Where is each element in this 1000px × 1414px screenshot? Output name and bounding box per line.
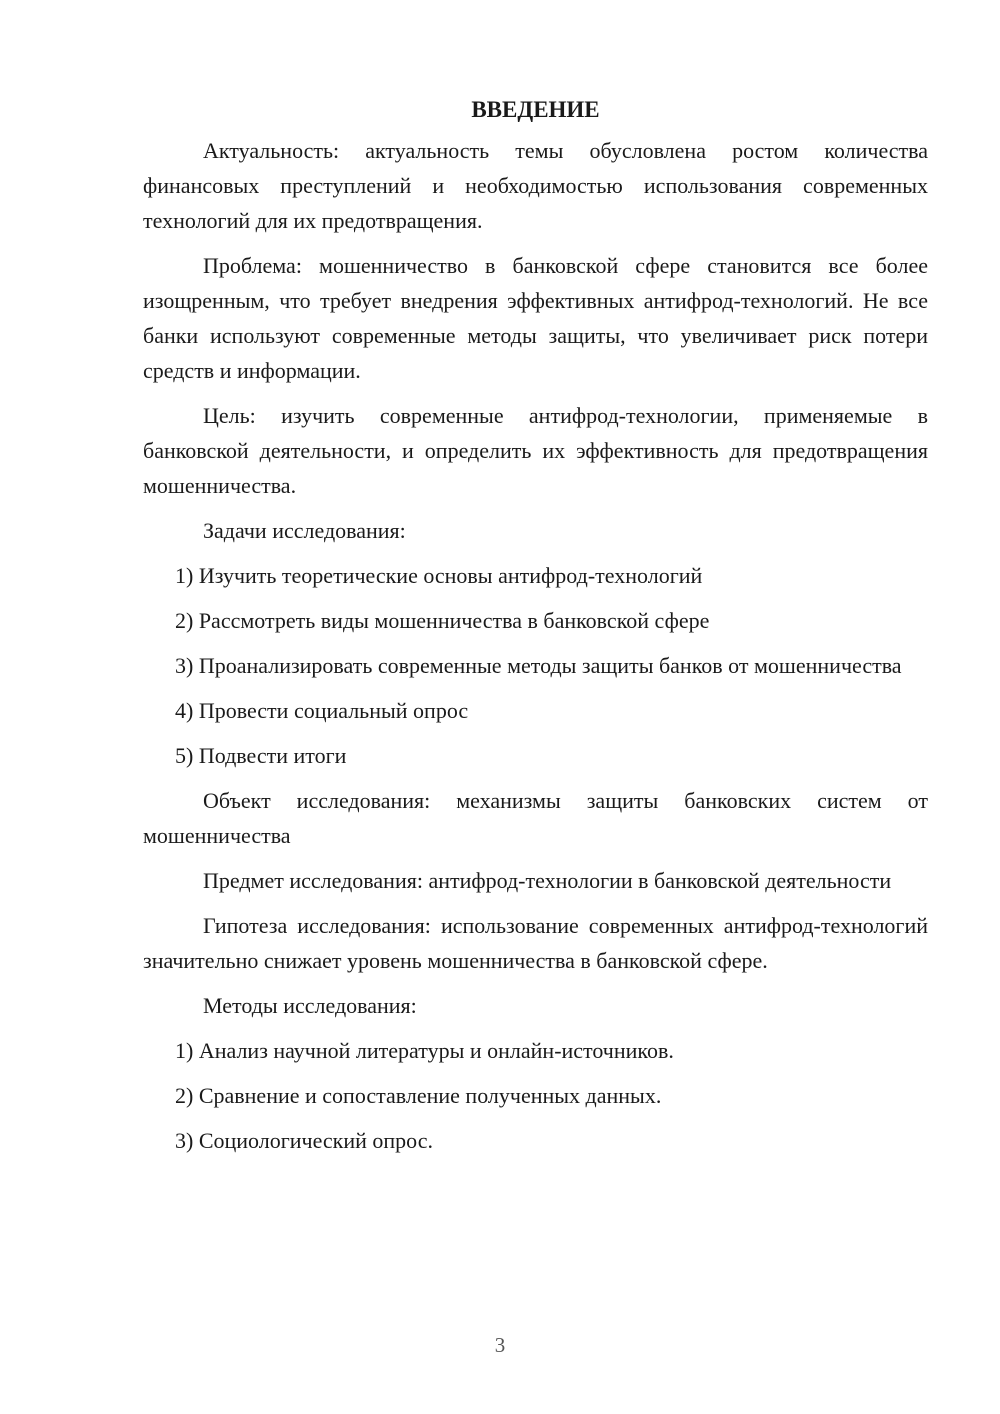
paragraph-relevance: Актуальность: актуальность темы обусловлена ростом количества финансовых преступлений и необходимостью использования современных технологий для их предотвращения.: [143, 138, 928, 233]
method-item-2: 2) Сравнение и сопоставление полученных данных.: [175, 1083, 662, 1108]
task-item-5: 5) Подвести итоги: [175, 743, 347, 768]
task-item-4: 4) Провести социальный опрос: [175, 698, 469, 723]
section-title: ВВЕДЕНИЕ: [471, 97, 600, 122]
task-item-3: 3) Проанализировать современные методы защиты банков от мошенничества: [175, 653, 902, 678]
document-page: [143, 92, 928, 1168]
task-item-1: 1) Изучить теоретические основы антифрод-технологий: [175, 563, 703, 588]
paragraph-hypothesis: Гипотеза исследования: использование современных антифрод-технологий значительно снижает уровень мошенничества в банковской сфере.: [143, 913, 928, 973]
paragraph-subject: Предмет исследования: антифрод-технологии в банковской деятельности: [203, 868, 892, 893]
paragraph-tasks-heading: Задачи исследования:: [203, 518, 406, 543]
method-item-1: 1) Анализ научной литературы и онлайн-источников.: [175, 1038, 674, 1063]
method-item-3: 3) Социологический опрос.: [175, 1128, 433, 1153]
paragraph-goal: Цель: изучить современные антифрод-технологии, применяемые в банковской деятельности, и определить их эффективность для предотвращения мошенничества.: [143, 403, 928, 498]
page-number: 3: [494, 1333, 506, 1357]
task-item-2: 2) Рассмотреть виды мошенничества в банковской сфере: [175, 608, 710, 633]
paragraph-methods-heading: Методы исследования:: [203, 993, 417, 1018]
paragraph-problem: Проблема: мошенничество в банковской сфере становится все более изощренным, что требует внедрения эффективных антифрод-технологий. Не все банки используют современные методы защиты, что увеличивает риск потери средств и информации.: [143, 253, 928, 383]
paragraph-object: Объект исследования: механизмы защиты банковских систем от мошенничества: [143, 788, 928, 848]
